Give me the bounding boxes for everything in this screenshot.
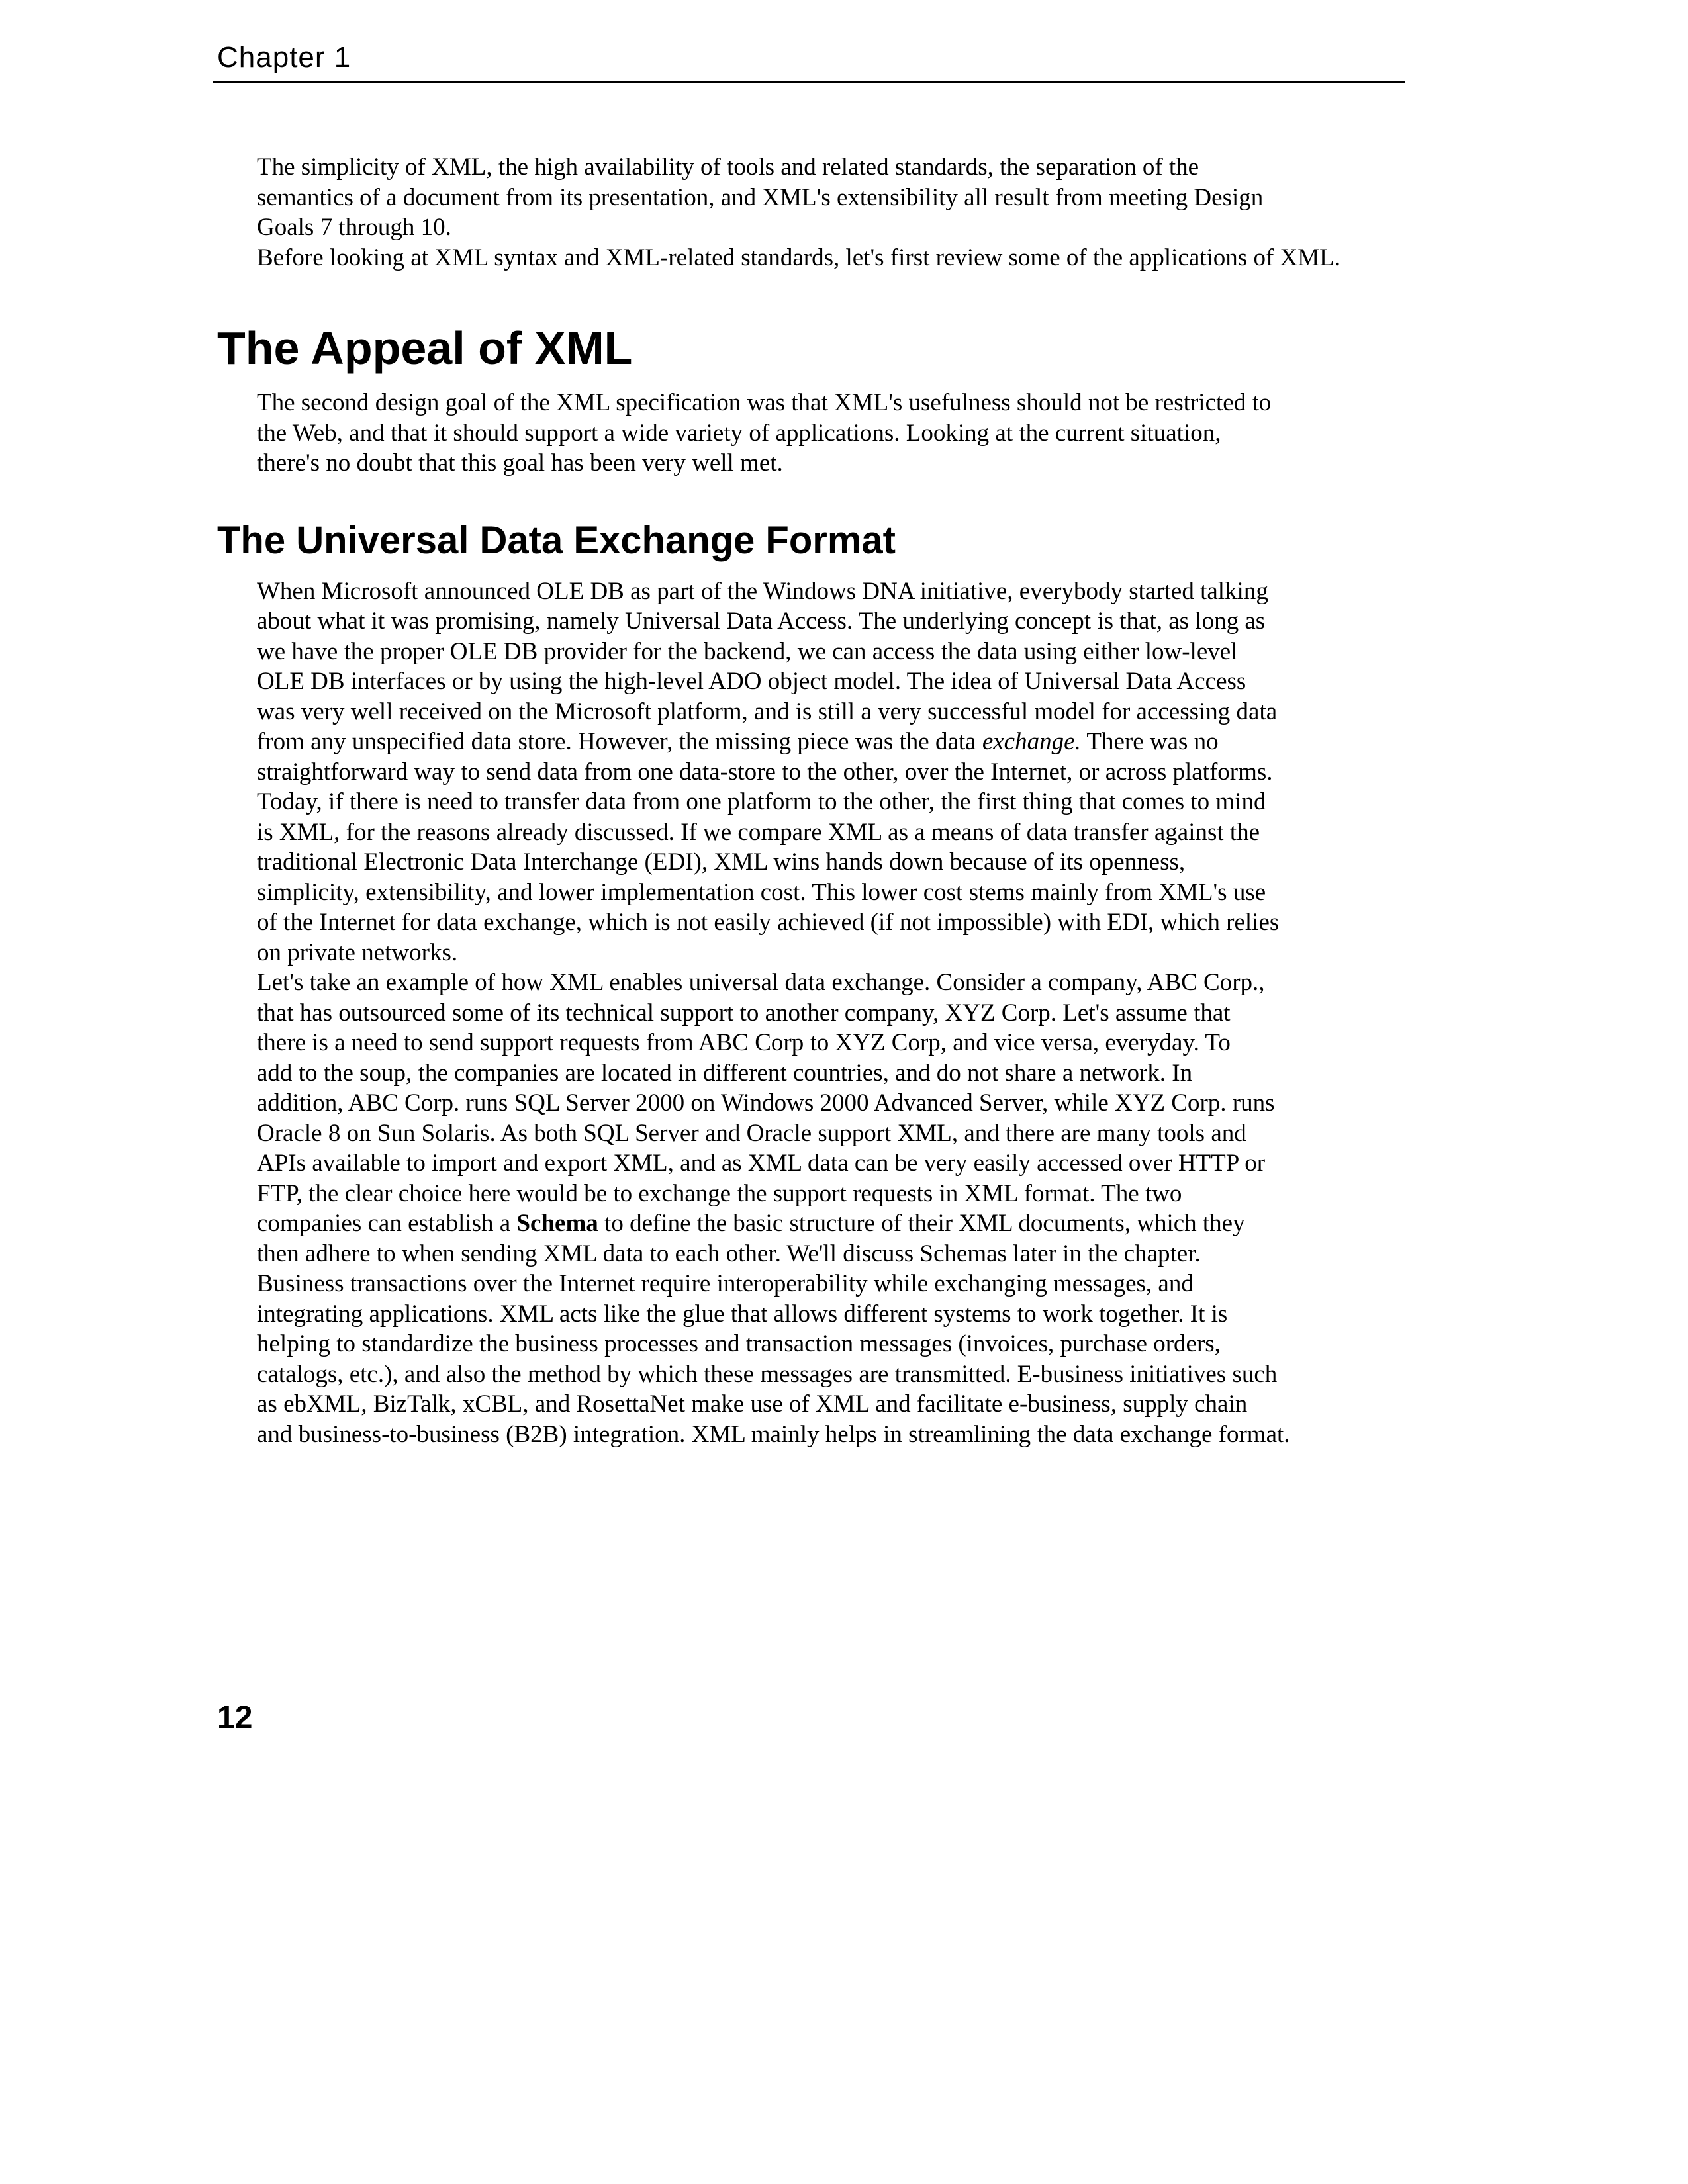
subsection-heading-universal: The Universal Data Exchange Format	[217, 518, 896, 562]
text-line: FTP, the clear choice here would be to exchange the support requests in XML format. The two	[257, 1179, 1182, 1207]
text-run: from any unspecified data store. However, the missing piece was the data	[257, 728, 982, 755]
text-line: there's no doubt that this goal has been very well met.	[257, 449, 783, 477]
text-line: we have the proper OLE DB provider for the backend, we can access the data using either low-level	[257, 637, 1238, 665]
page-content	[217, 152, 1415, 1449]
text-line: and business-to-business (B2B) integration. XML mainly helps in streamlining the data exchange format.	[257, 1420, 1290, 1448]
text-line: on private networks.	[257, 938, 458, 966]
universal-paragraph-4	[257, 1269, 1415, 1449]
emphasis-exchange: exchange.	[982, 728, 1081, 755]
running-header	[213, 37, 1405, 83]
text-line: then adhere to when sending XML data to each other. We'll discuss Schemas later in the chapter.	[257, 1240, 1201, 1267]
text-run: There was no	[1080, 728, 1219, 755]
text-line	[257, 727, 1415, 757]
section-heading-appeal: The Appeal of XML	[217, 322, 633, 374]
text-run: companies can establish a	[257, 1210, 517, 1237]
text-line: The second design goal of the XML specification was that XML's usefulness should not be restricted to	[257, 389, 1272, 416]
universal-paragraph-1	[257, 576, 1415, 788]
intro-paragraph-2	[257, 243, 1415, 273]
text-line: as ebXML, BizTalk, xCBL, and RosettaNet make use of XML and facilitate e-business, supply chain	[257, 1390, 1248, 1418]
chapter-label: Chapter 1	[217, 41, 352, 73]
text-line: OLE DB interfaces or by using the high-level ADO object model. The idea of Universal Data Access	[257, 668, 1246, 695]
text-line: that has outsourced some of its technical support to another company, XYZ Corp. Let's assume that	[257, 999, 1231, 1026]
text-line: is XML, for the reasons already discussed. If we compare XML as a means of data transfer against the	[257, 818, 1260, 846]
text-line: of the Internet for data exchange, which is not easily achieved (if not impossible) with EDI, which relies	[257, 909, 1280, 936]
text-line: traditional Electronic Data Interchange (EDI), XML wins hands down because of its openness,	[257, 848, 1186, 876]
text-line: about what it was promising, namely Universal Data Access. The underlying concept is that, as long as	[257, 608, 1266, 635]
text-line: the Web, and that it should support a wide variety of applications. Looking at the current situation,	[257, 419, 1221, 447]
intro-paragraph-1	[257, 152, 1415, 243]
text-line: add to the soup, the companies are located in different countries, and do not share a network. In	[257, 1059, 1193, 1087]
appeal-paragraph	[257, 388, 1415, 478]
universal-paragraph-2	[257, 787, 1415, 968]
text-line: Oracle 8 on Sun Solaris. As both SQL Server and Oracle support XML, and there are many tools and	[257, 1119, 1246, 1147]
text-line: catalogs, etc.), and also the method by which these messages are transmitted. E-business initiatives such	[257, 1360, 1278, 1388]
text-line: semantics of a document from its presentation, and XML's extensibility all result from meeting Design	[257, 183, 1264, 211]
text-line: straightforward way to send data from one data-store to the other, over the Internet, or across platforms.	[257, 758, 1273, 786]
text-line: there is a need to send support requests from ABC Corp to XYZ Corp, and vice versa, everyday. To	[257, 1029, 1231, 1056]
text-line: Goals 7 through 10.	[257, 214, 451, 241]
text-line: Before looking at XML syntax and XML-related standards, let's first review some of the applications of XML.	[257, 244, 1340, 271]
text-line: simplicity, extensibility, and lower implementation cost. This lower cost stems mainly from XML's use	[257, 878, 1266, 906]
text-run: to define the basic structure of their XML documents, which they	[598, 1210, 1245, 1237]
text-line: integrating applications. XML acts like the glue that allows different systems to work together. It is	[257, 1300, 1228, 1328]
text-line: When Microsoft announced OLE DB as part of the Windows DNA initiative, everybody started talking	[257, 577, 1268, 605]
text-line: was very well received on the Microsoft platform, and is still a very successful model for accessing data	[257, 698, 1278, 725]
text-line	[257, 1208, 1415, 1239]
text-line: Business transactions over the Internet require interoperability while exchanging messages, and	[257, 1270, 1194, 1297]
text-line: helping to standardize the business processes and transaction messages (invoices, purchase orders,	[257, 1330, 1221, 1357]
text-line: APIs available to import and export XML, and as XML data can be very easily accessed over HTTP or	[257, 1150, 1266, 1177]
text-line: Let's take an example of how XML enables universal data exchange. Consider a company, ABC Corp.,	[257, 969, 1265, 996]
bold-term-schema: Schema	[516, 1210, 598, 1237]
text-line: Today, if there is need to transfer data from one platform to the other, the first thing that comes to mind	[257, 788, 1266, 815]
text-line: The simplicity of XML, the high availability of tools and related standards, the separation of the	[257, 154, 1199, 181]
universal-paragraph-3	[257, 968, 1415, 1269]
page-number: 12	[217, 1700, 253, 1735]
text-line: addition, ABC Corp. runs SQL Server 2000 on Windows 2000 Advanced Server, while XYZ Corp. runs	[257, 1089, 1275, 1116]
